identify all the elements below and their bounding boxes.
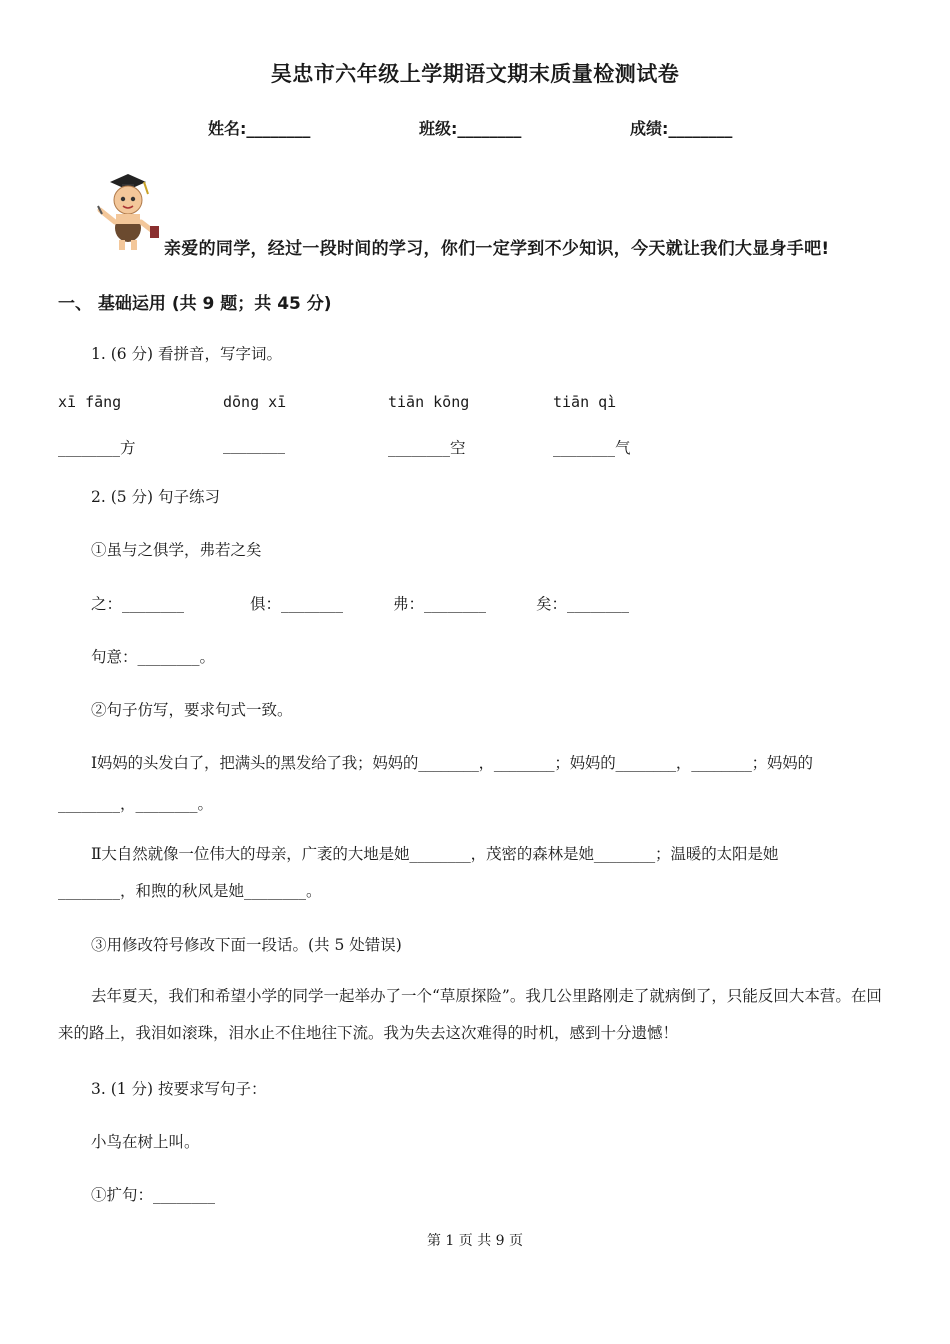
imitation-para-1-line1: Ⅰ妈妈的头发白了，把满头的黑发给了我；妈妈的________，________；妈妈的________，________；妈妈的 [91, 754, 813, 772]
question-3-header: 3. (1 分) 按要求写句子： [91, 1080, 267, 1098]
pinyin-2: dōng xī [223, 393, 287, 411]
word-blank-4: 矣：________ [536, 595, 630, 613]
blank-1: ________方 [58, 439, 136, 457]
blank-3: ________空 [388, 439, 466, 457]
page-title: 吴忠市六年级上学期语文期末质量检测试卷 [270, 62, 680, 86]
pinyin-1: xī fāng [58, 393, 122, 411]
imitation-para-2-line2: ________，和煦的秋风是她________。 [58, 882, 322, 900]
question-2-header: 2. (5 分) 句子练习 [91, 488, 221, 506]
imitation-para-1-line2: ________，________。 [58, 795, 214, 813]
class-field: 班级:________ [419, 119, 522, 138]
score-field: 成绩:________ [630, 119, 733, 138]
greeting-text: 亲爱的同学，经过一段时间的学习，你们一定学到不少知识，今天就让我们大显身手吧! [164, 239, 830, 259]
correction-paragraph: 去年夏天，我们和希望小学的同学一起举办了一个“草原探险”。我几公里路刚走了就病倒了，只能反回大本营。在回来的路上，我泪如滚珠，泪水止不住地往下流。我为失去这次难得的时机，感到十分遗憾！ [58, 987, 882, 1042]
question-2-sub3: ③用修改符号修改下面一段话。(共 5 处错误) [91, 936, 402, 954]
question-3-sentence: 小鸟在树上叫。 [91, 1133, 200, 1151]
pinyin-4: tiān qì [553, 393, 617, 411]
word-blank-2: 俱：________ [250, 595, 344, 613]
meaning-blank: 句意：________。 [91, 648, 216, 666]
word-blank-1: 之：________ [91, 595, 185, 613]
mascot-graduate-icon [88, 170, 164, 254]
blank-2: ________ [223, 436, 285, 454]
question-2-sub2: ②句子仿写，要求句式一致。 [91, 701, 293, 719]
word-blank-3: 弗：________ [393, 595, 487, 613]
question-1-header: 1. (6 分) 看拼音，写字词。 [91, 345, 283, 363]
section-1-heading: 一、 基础运用 (共 9 题；共 45 分) [58, 294, 332, 314]
pinyin-3: tiān kōng [388, 393, 470, 411]
imitation-para-2-line1: Ⅱ大自然就像一位伟大的母亲，广袤的大地是她________，茂密的森林是她________；温暖的太阳是她 [91, 845, 779, 863]
question-2-sub1: ①虽与之俱学，弗若之矣 [91, 541, 262, 559]
page-footer: 第 1 页 共 9 页 [426, 1233, 524, 1249]
expand-blank: ①扩句：________ [91, 1186, 216, 1204]
blank-4: ________气 [553, 439, 631, 457]
name-field: 姓名:________ [208, 119, 311, 138]
